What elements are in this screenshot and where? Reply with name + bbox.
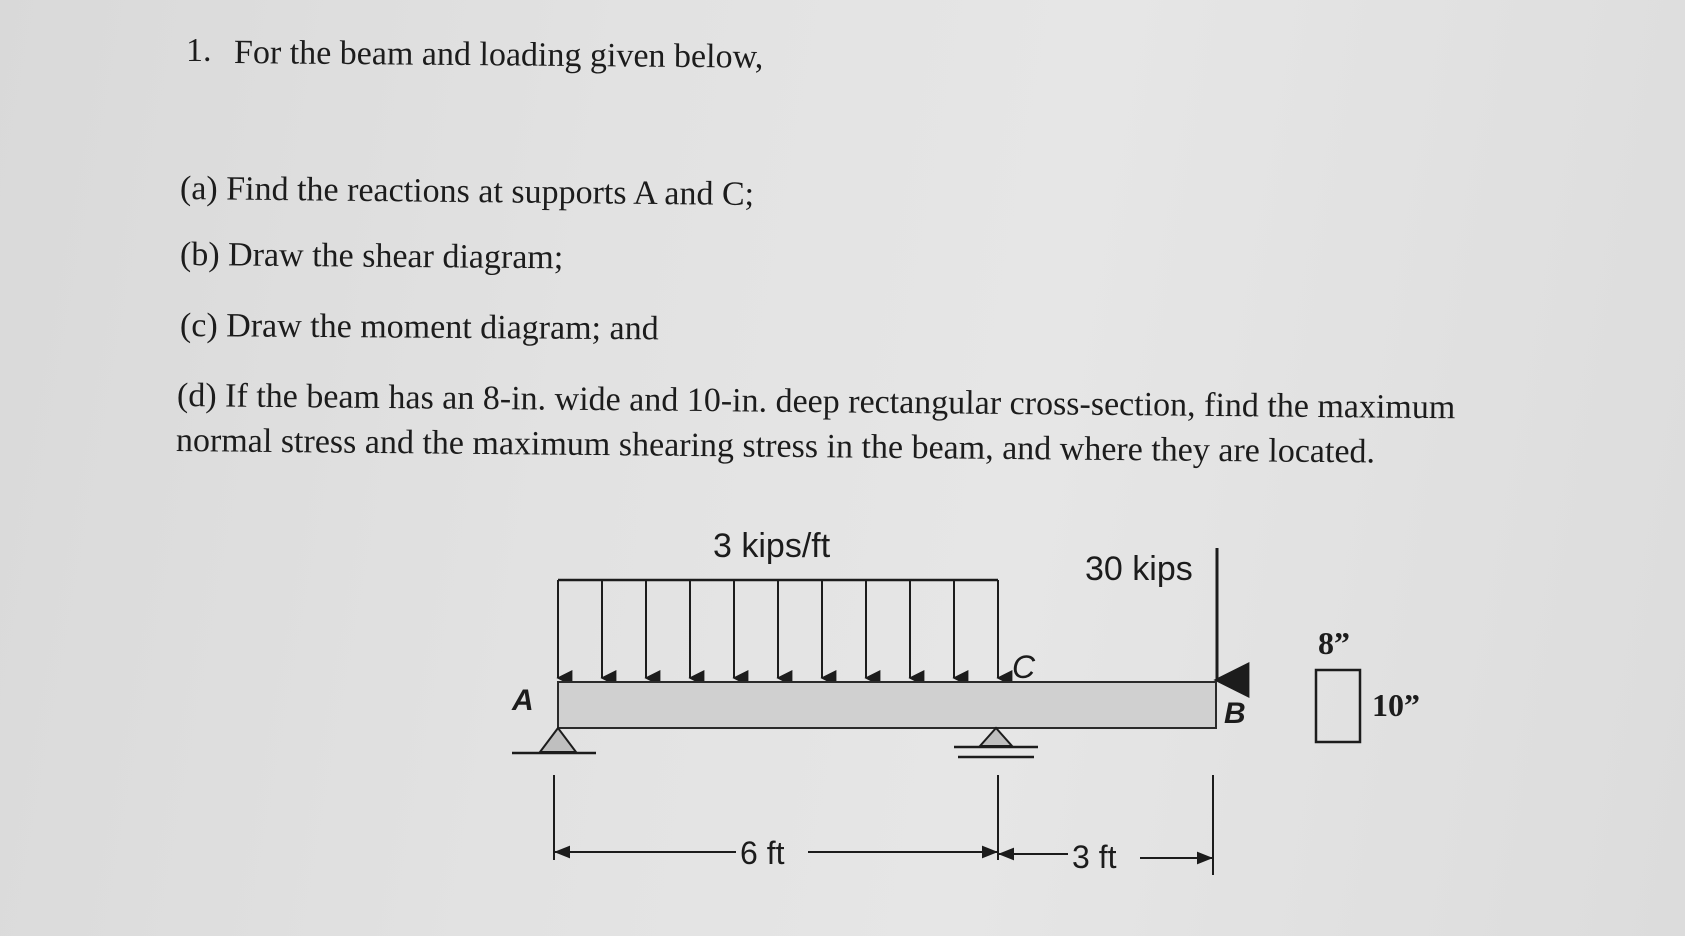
beam [558,682,1216,728]
section-depth-label: 10” [1372,687,1420,723]
part-d-text-line-1: (d) If the beam has an 8-in. wide and 10-in. deep rectangular cross-section, find the maximum [176,377,1456,427]
distributed-load-label: 3 kips/ft [713,527,831,565]
span-cb-label: 3 ft [1072,839,1117,875]
problem-number: 1. [186,32,212,69]
cross-section-rectangle [1316,670,1360,742]
section-width-label: 8” [1318,625,1350,661]
problem-title: For the beam and loading given below, [233,34,764,76]
part-c-text: (c) Draw the moment diagram; and [179,307,659,348]
support-c-label: C [1012,649,1036,685]
end-b-label: B [1224,697,1246,730]
part-a-text: (a) Find the reactions at supports A and C; [179,170,755,214]
roller-support-c [954,728,1038,757]
distributed-load [558,580,998,678]
point-load-label: 30 kips [1085,550,1193,588]
span-ac-label: 6 ft [740,835,785,871]
support-a-label: A [512,684,534,717]
part-b-text: (b) Draw the shear diagram; [179,236,564,277]
part-d-text-line-2: normal stress and the maximum shearing stress in the beam, and where they are located. [175,422,1376,471]
pin-support-a [512,728,596,753]
